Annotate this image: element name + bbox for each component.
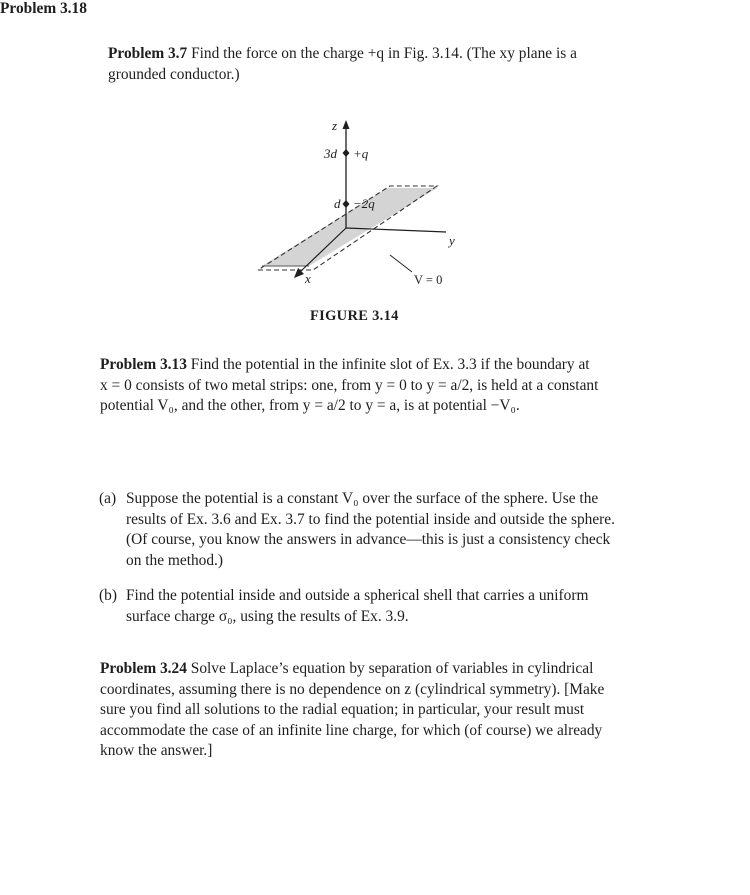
problem-3-13-line-1: [100, 355, 651, 376]
problem-3-24-text-5: know the answer.]: [100, 742, 213, 759]
problem-3-13-text-3: potential V₀, and the other, from y = a/2 to y = a, is at potential −V₀.: [100, 397, 520, 414]
part-b-text-2: surface charge σ₀, using the results of Ex. 3.9.: [126, 607, 409, 625]
problem-3-7-label: Problem 3.7: [108, 45, 188, 62]
part-a-text-2: results of Ex. 3.6 and Ex. 3.7 to find the potential inside and outside the sphere.: [126, 510, 615, 528]
part-a-text-3: (Of course, you know the answers in advance—this is just a consistency check: [126, 531, 611, 548]
top-distance-label: 3d: [324, 146, 337, 161]
part-a-text-4: on the method.): [126, 551, 224, 569]
problem-3-7-line-1: [108, 44, 652, 65]
problem-3-7-text-1: Find the force on the charge +q in Fig. 3.14. (The xy plane is a: [191, 45, 577, 62]
problem-3-18-part-b: [99, 586, 648, 627]
problem-3-13: [100, 355, 651, 417]
problem-3-13-label: Problem 3.13: [100, 356, 187, 373]
part-a-text-1: Suppose the potential is a constant V₀ over the surface of the sphere. Use the: [126, 490, 599, 507]
part-b-tag: (b): [99, 587, 117, 604]
part-a-tag: (a): [99, 490, 117, 507]
figure-caption: FIGURE 3.14: [310, 308, 399, 324]
problem-3-24-text-1: Solve Laplace’s equation by separation of variables in cylindrical: [190, 660, 594, 677]
problem-3-24-text-3: sure you find all solutions to the radial equation; in particular, your result must: [100, 701, 585, 718]
top-charge-label: +q: [353, 146, 369, 161]
problem-3-7-text-2: grounded conductor.): [108, 65, 240, 83]
part-b-text-1: Find the potential inside and outside a spherical shell that carries a uniform: [126, 587, 589, 604]
mid-charge-label: −2q: [353, 196, 375, 211]
problem-3-13-text-2: x = 0 consists of two metal strips: one, from y = 0 to y = a/2, is held at a constant: [100, 376, 599, 394]
potential-label: V = 0: [414, 273, 443, 287]
z-axis-label: z: [332, 118, 338, 133]
problem-3-24-text-4: accommodate the case of an infinite line charge, for which (of course) we already: [100, 721, 603, 739]
problem-3-24: [100, 659, 652, 762]
mid-distance-label: d: [334, 196, 341, 211]
problem-3-24-line-1: [100, 659, 652, 680]
y-axis-label: y: [449, 233, 455, 248]
figure-3-14: [250, 112, 475, 302]
conducting-plane: [262, 188, 437, 266]
charge-mid-diamond: [343, 200, 350, 208]
potential-leader: [390, 255, 412, 272]
problem-3-7: [108, 44, 652, 85]
problem-3-24-text-2: coordinates, assuming there is no dependence on z (cylindrical symmetry). [Make: [100, 680, 605, 698]
problem-3-18-label: Problem 3.18: [0, 0, 87, 17]
problem-3-13-text-1: Find the potential in the infinite slot of Ex. 3.3 if the boundary at: [190, 356, 590, 373]
problem-3-18-part-a: [99, 489, 648, 571]
charge-top-diamond: [343, 149, 350, 157]
x-axis-label: x: [305, 271, 311, 286]
z-axis-arrow: [343, 120, 350, 129]
problem-3-24-label: Problem 3.24: [100, 660, 187, 677]
